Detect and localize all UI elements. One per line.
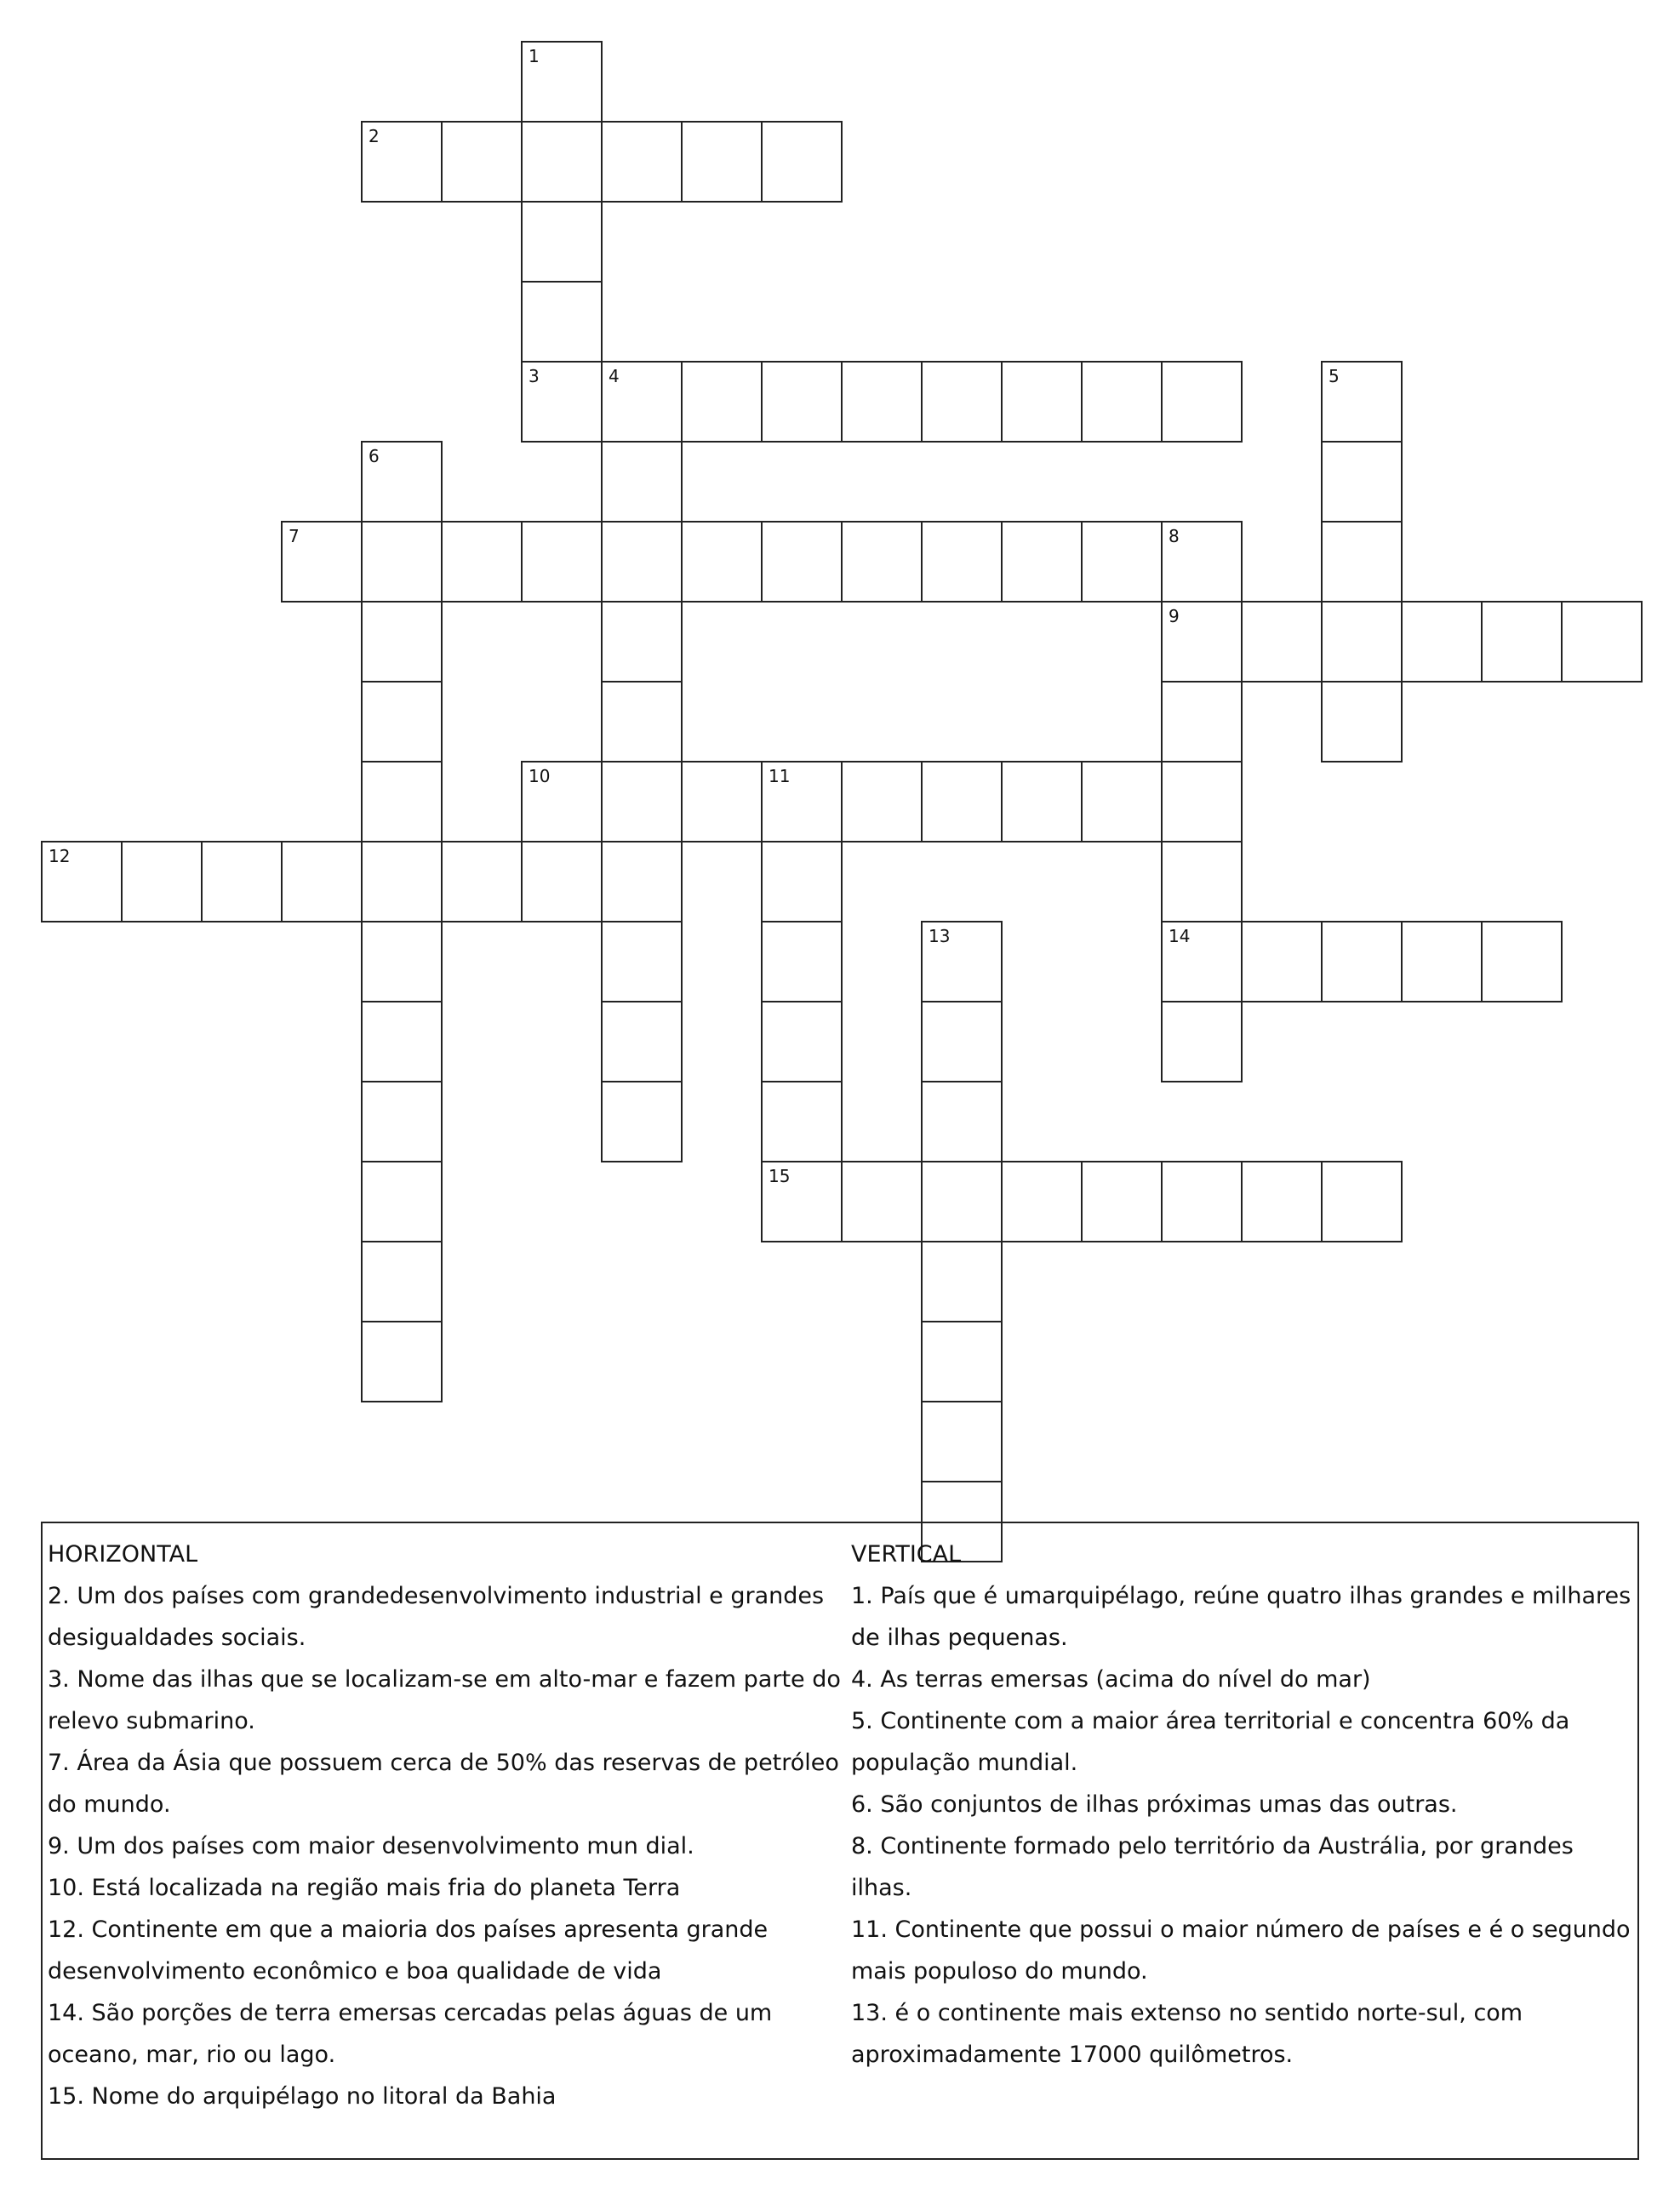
clue-number: 2 xyxy=(369,126,380,146)
crossword-cell[interactable] xyxy=(1161,761,1243,842)
crossword-cell[interactable] xyxy=(841,1161,923,1242)
crossword-cell[interactable] xyxy=(361,1321,443,1402)
crossword-cell[interactable] xyxy=(1321,921,1403,1002)
crossword-cell[interactable] xyxy=(761,1161,843,1242)
crossword-cell[interactable] xyxy=(1321,1161,1403,1242)
crossword-cell[interactable] xyxy=(681,121,763,203)
vertical-title: VERTICAL xyxy=(851,1541,962,1568)
crossword-cell[interactable] xyxy=(361,521,443,603)
crossword-cell[interactable] xyxy=(521,121,603,203)
clue-number: 15 xyxy=(769,1166,791,1186)
crossword-cell[interactable] xyxy=(1081,1161,1163,1242)
crossword-cell[interactable] xyxy=(361,441,443,523)
crossword-cell[interactable] xyxy=(761,521,843,603)
crossword-cell[interactable] xyxy=(601,1081,683,1162)
crossword-cell[interactable] xyxy=(761,1001,843,1082)
crossword-cell[interactable] xyxy=(1321,441,1403,523)
clue-line: 13. é o continente mais extenso no sentido norte-sul, com xyxy=(851,2000,1523,2026)
crossword-cell[interactable] xyxy=(761,121,843,203)
crossword-cell[interactable] xyxy=(1001,761,1083,842)
crossword-cell[interactable] xyxy=(1481,921,1563,1002)
clue-number: 11 xyxy=(769,766,791,786)
crossword-cell[interactable] xyxy=(1321,361,1403,443)
clue-number: 6 xyxy=(369,446,380,466)
clue-line: 11. Continente que possui o maior número de países e é o segundo xyxy=(851,1916,1631,1943)
clue-line: de ilhas pequenas. xyxy=(851,1625,1068,1651)
crossword-cell[interactable] xyxy=(601,921,683,1002)
crossword-cell[interactable] xyxy=(1321,681,1403,763)
crossword-cell[interactable] xyxy=(601,601,683,683)
crossword-cell[interactable] xyxy=(681,521,763,603)
crossword-cell[interactable] xyxy=(1001,1161,1083,1242)
crossword-cell[interactable] xyxy=(1161,681,1243,763)
crossword-cell[interactable] xyxy=(361,681,443,763)
crossword-cell[interactable] xyxy=(761,1081,843,1162)
clue-line: 2. Um dos países com grandedesenvolvimento industrial e grandes xyxy=(48,1583,825,1609)
crossword-cell[interactable] xyxy=(1481,601,1563,683)
crossword-cell[interactable] xyxy=(601,1001,683,1082)
crossword-cell[interactable] xyxy=(441,121,523,203)
crossword-cell[interactable] xyxy=(521,761,603,842)
clue-line: 3. Nome das ilhas que se localizam-se em alto-mar e fazem parte do xyxy=(48,1666,841,1693)
crossword-cell[interactable] xyxy=(361,1161,443,1242)
clue-line: 5. Continente com a maior área territorial e concentra 60% da xyxy=(851,1708,1570,1734)
crossword-cell[interactable] xyxy=(921,1081,1003,1162)
crossword-cell[interactable] xyxy=(441,841,523,922)
crossword-cell[interactable] xyxy=(601,841,683,922)
clue-number: 8 xyxy=(1169,526,1180,546)
crossword-cell[interactable] xyxy=(921,1321,1003,1402)
crossword-cell[interactable] xyxy=(1241,601,1323,683)
crossword-cell[interactable] xyxy=(921,361,1003,443)
crossword-cell[interactable] xyxy=(361,921,443,1002)
clue-line: 1. País que é umarquipélago, reúne quatro ilhas grandes e milhares xyxy=(851,1583,1631,1609)
horizontal-title: HORIZONTAL xyxy=(48,1541,198,1568)
crossword-cell[interactable] xyxy=(601,441,683,523)
crossword-cell[interactable] xyxy=(681,761,763,842)
crossword-cell[interactable] xyxy=(41,841,123,922)
clue-line: 15. Nome do arquipélago no litoral da Bahia xyxy=(48,2083,557,2110)
crossword-cell[interactable] xyxy=(521,201,603,283)
crossword-cell[interactable] xyxy=(601,681,683,763)
crossword-cell[interactable] xyxy=(921,1001,1003,1082)
clue-number: 13 xyxy=(929,926,951,946)
crossword-cell[interactable] xyxy=(361,1081,443,1162)
clue-line: do mundo. xyxy=(48,1791,171,1818)
crossword-cell[interactable] xyxy=(361,761,443,842)
crossword-cell[interactable] xyxy=(1321,521,1403,603)
crossword-cell[interactable] xyxy=(1241,1161,1323,1242)
clue-number: 5 xyxy=(1329,366,1340,386)
crossword-cell[interactable] xyxy=(1401,921,1483,1002)
crossword-cell[interactable] xyxy=(521,841,603,922)
crossword-cell[interactable] xyxy=(281,521,363,603)
crossword-cell[interactable] xyxy=(1161,361,1243,443)
crossword-cell[interactable] xyxy=(441,521,523,603)
crossword-cell[interactable] xyxy=(921,1401,1003,1482)
clue-number: 3 xyxy=(529,366,540,386)
clue-number: 14 xyxy=(1169,926,1191,946)
horizontal-clues xyxy=(48,1534,865,2117)
vertical-clues xyxy=(851,1534,1634,2076)
clue-line: aproximadamente 17000 quilômetros. xyxy=(851,2042,1294,2068)
crossword-cell[interactable] xyxy=(1161,921,1243,1002)
clue-line: 10. Está localizada na região mais fria do planeta Terra xyxy=(48,1875,681,1901)
clue-line: desenvolvimento econômico e boa qualidade de vida xyxy=(48,1958,662,1985)
clue-number: 10 xyxy=(529,766,551,786)
clues-box xyxy=(41,1522,1639,2160)
crossword-cell[interactable] xyxy=(281,841,363,922)
crossword-cell[interactable] xyxy=(1001,361,1083,443)
clue-line: 14. São porções de terra emersas cercadas pelas águas de um xyxy=(48,2000,773,2026)
clue-line: população mundial. xyxy=(851,1750,1078,1776)
crossword-cell[interactable] xyxy=(601,361,683,443)
crossword-cell[interactable] xyxy=(1161,601,1243,683)
crossword-cell[interactable] xyxy=(1401,601,1483,683)
crossword-cell[interactable] xyxy=(361,601,443,683)
clue-line: ilhas. xyxy=(851,1875,912,1901)
crossword-cell[interactable] xyxy=(361,1001,443,1082)
crossword-cell[interactable] xyxy=(521,521,603,603)
crossword-cell[interactable] xyxy=(1081,761,1163,842)
clue-number: 4 xyxy=(609,366,620,386)
crossword-cell[interactable] xyxy=(1561,601,1643,683)
clue-line: 8. Continente formado pelo território da Austrália, por grandes xyxy=(851,1833,1574,1859)
crossword-cell[interactable] xyxy=(681,361,763,443)
crossword-cell[interactable] xyxy=(841,361,923,443)
crossword-cell[interactable] xyxy=(841,761,923,842)
crossword-cell[interactable] xyxy=(1161,1161,1243,1242)
crossword-cell[interactable] xyxy=(121,841,203,922)
crossword-cell[interactable] xyxy=(601,121,683,203)
clue-number: 7 xyxy=(289,526,300,546)
clue-line: relevo submarino. xyxy=(48,1708,255,1734)
clue-line: 7. Área da Ásia que possuem cerca de 50% das reservas de petróleo xyxy=(48,1750,839,1776)
crossword-cell[interactable] xyxy=(361,121,443,203)
clue-line: 9. Um dos países com maior desenvolvimento mun dial. xyxy=(48,1833,694,1859)
crossword-cell[interactable] xyxy=(601,761,683,842)
clue-line: 4. As terras emersas (acima do nível do mar) xyxy=(851,1666,1371,1693)
clue-number: 1 xyxy=(529,46,540,66)
crossword-cell[interactable] xyxy=(841,521,923,603)
crossword-cell[interactable] xyxy=(761,761,843,842)
crossword-cell[interactable] xyxy=(921,521,1003,603)
crossword-cell[interactable] xyxy=(1161,521,1243,603)
clue-line: 6. São conjuntos de ilhas próximas umas das outras. xyxy=(851,1791,1458,1818)
crossword-cell[interactable] xyxy=(361,1241,443,1322)
crossword-cell[interactable] xyxy=(361,841,443,922)
crossword-cell[interactable] xyxy=(1161,841,1243,922)
crossword-cell[interactable] xyxy=(201,841,283,922)
clue-line: desigualdades sociais. xyxy=(48,1625,306,1651)
crossword-cell[interactable] xyxy=(921,921,1003,1002)
clue-number: 12 xyxy=(49,846,71,866)
crossword-cell[interactable] xyxy=(521,281,603,363)
clue-line: 12. Continente em que a maioria dos países apresenta grande xyxy=(48,1916,769,1943)
clue-line: mais populoso do mundo. xyxy=(851,1958,1148,1985)
crossword-cell[interactable] xyxy=(761,841,843,922)
crossword-cell[interactable] xyxy=(1081,361,1163,443)
crossword-cell[interactable] xyxy=(921,1241,1003,1322)
crossword-cell[interactable] xyxy=(1001,521,1083,603)
crossword-cell[interactable] xyxy=(1321,601,1403,683)
crossword-cell[interactable] xyxy=(521,361,603,443)
crossword-cell[interactable] xyxy=(1161,1001,1243,1082)
clue-line: oceano, mar, rio ou lago. xyxy=(48,2042,336,2068)
crossword-cell[interactable] xyxy=(601,521,683,603)
crossword-cell[interactable] xyxy=(1081,521,1163,603)
crossword-cell[interactable] xyxy=(921,1161,1003,1242)
crossword-cell[interactable] xyxy=(921,761,1003,842)
crossword-cell[interactable] xyxy=(761,921,843,1002)
crossword-cell[interactable] xyxy=(521,41,603,123)
clue-number: 9 xyxy=(1169,606,1180,626)
crossword-cell[interactable] xyxy=(1241,921,1323,1002)
crossword-cell[interactable] xyxy=(761,361,843,443)
